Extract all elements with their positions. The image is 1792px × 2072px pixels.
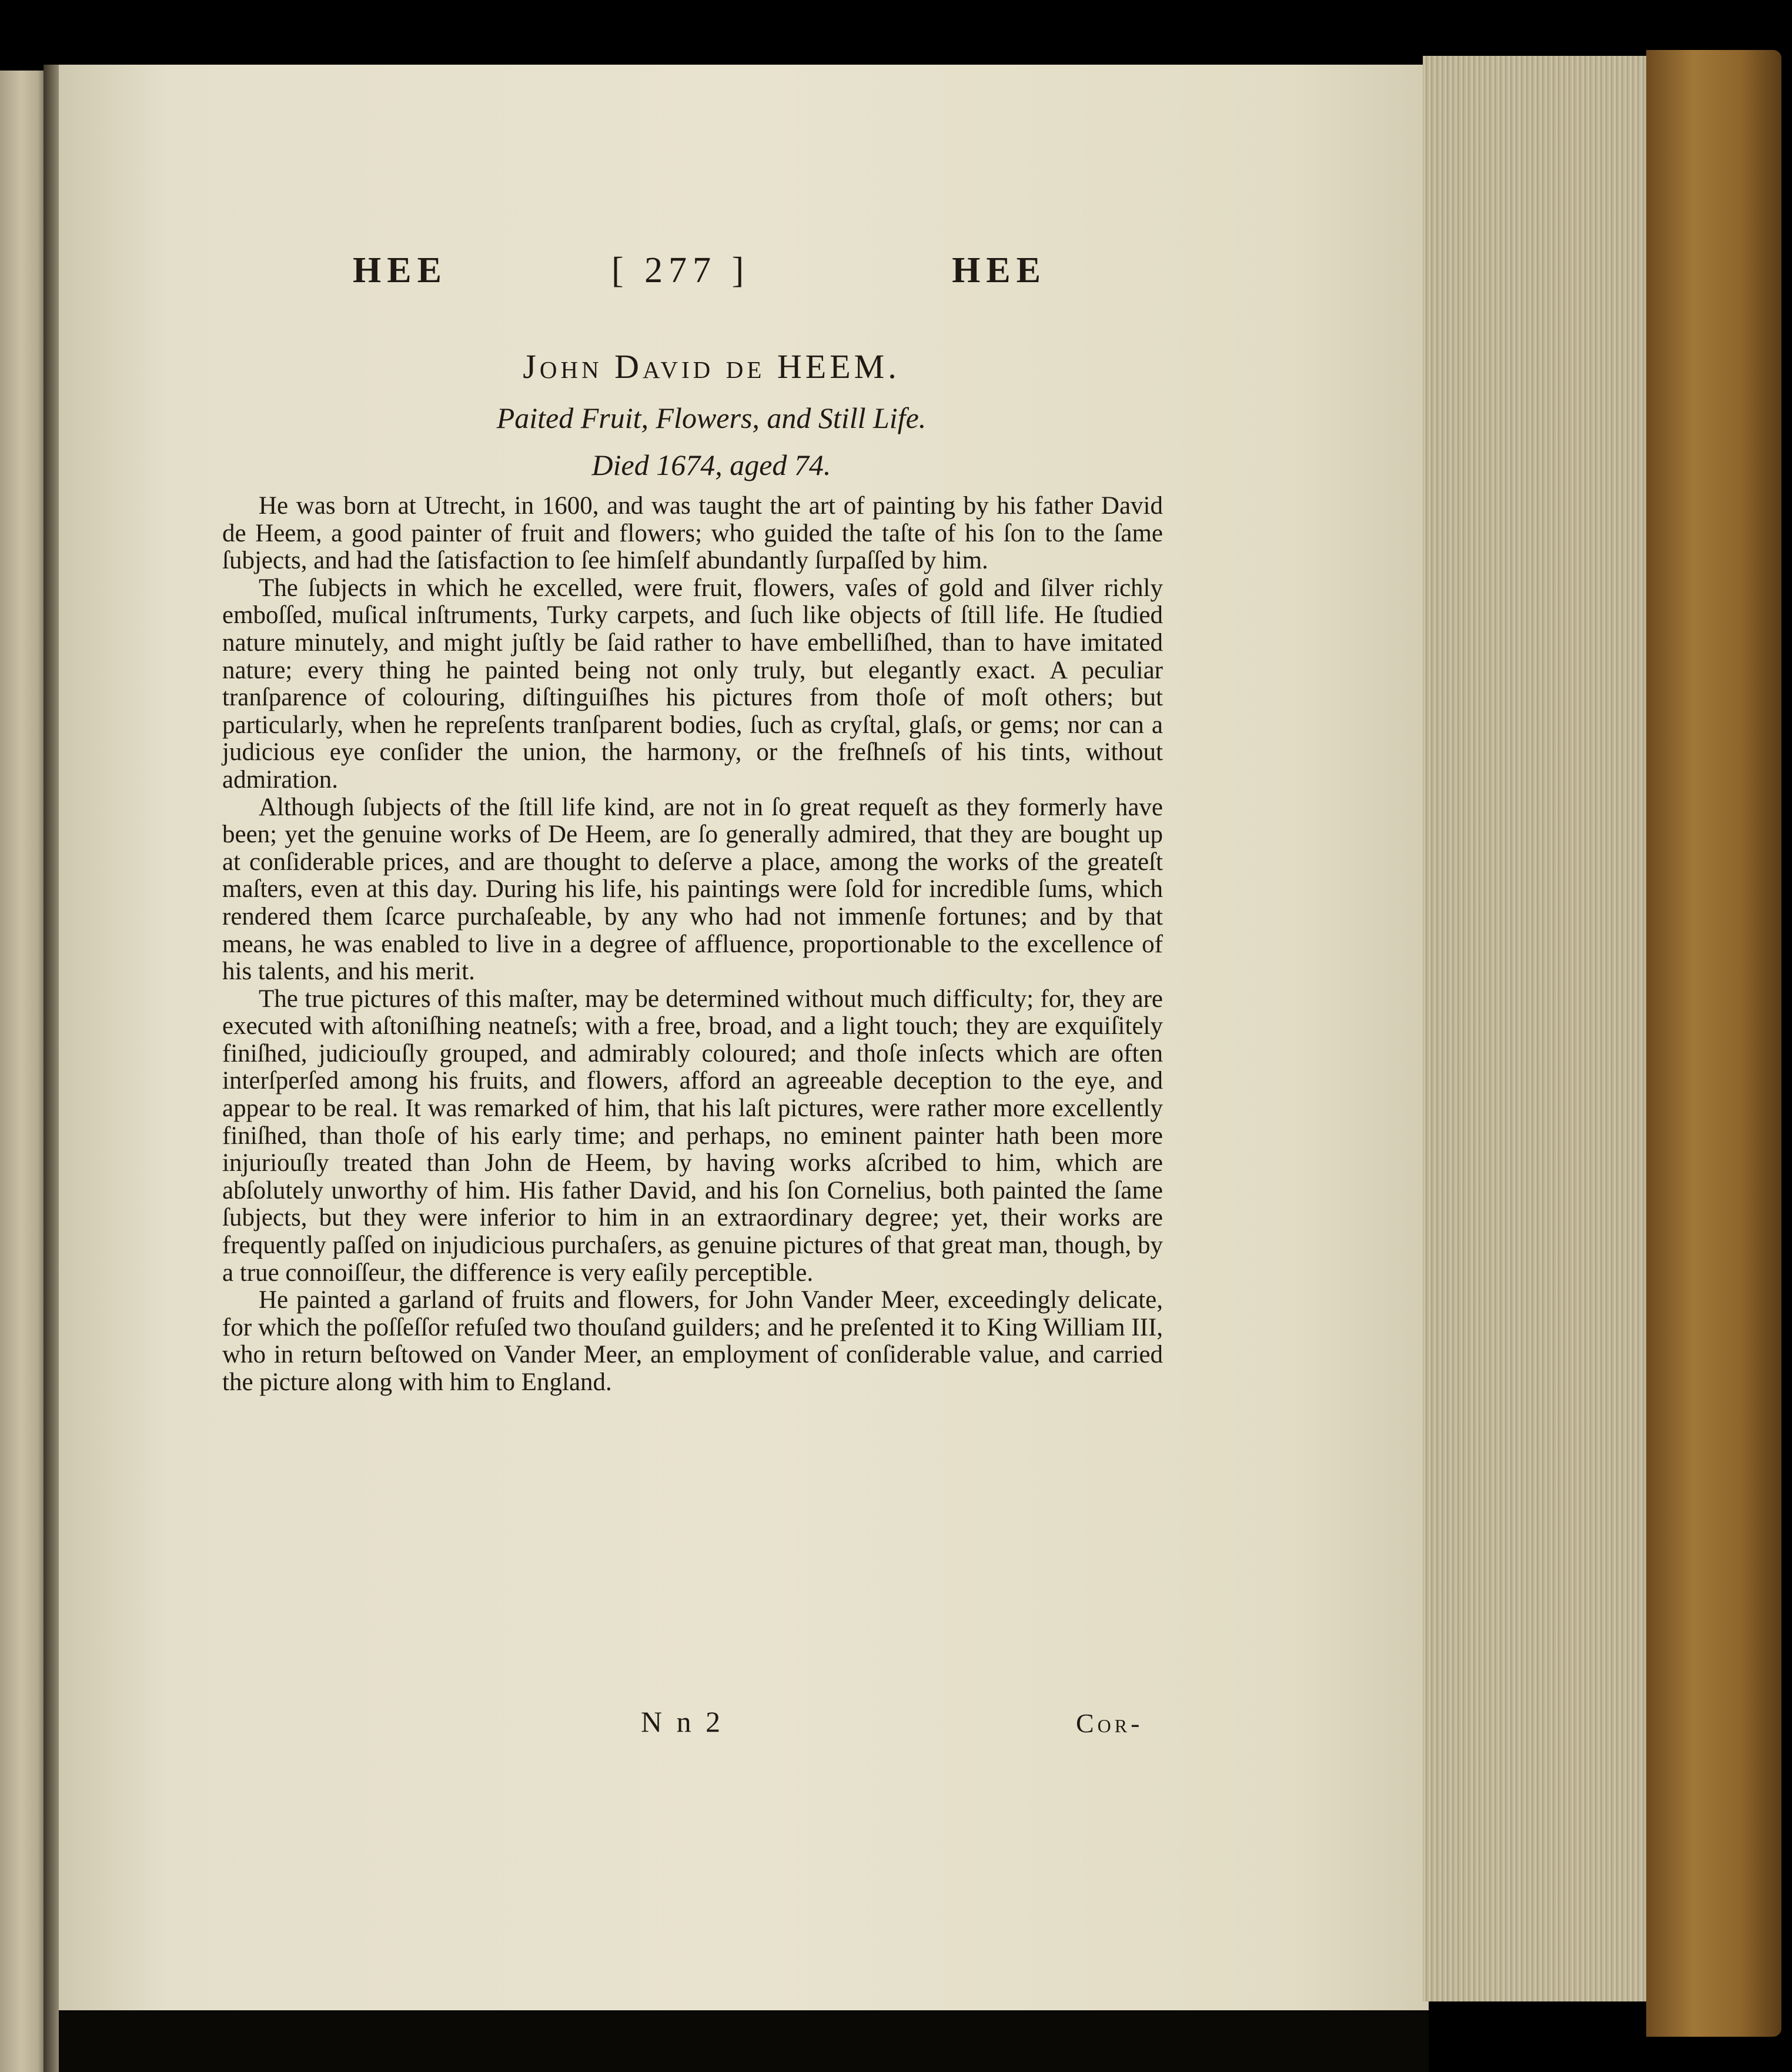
article-subtitle: Paited Fruit, Flowers, and Still Life. (496, 401, 927, 434)
signature-mark: N n 2 (641, 1705, 724, 1738)
running-head (353, 250, 1047, 297)
running-head-left: HEE (353, 250, 447, 290)
leather-cover (1646, 50, 1781, 2037)
paragraph: Although ſubjects of the ſtill life kind, are not in ſo great requeſt as they formerly have been; yet the genuine works of De Heem, are ſo generally admired, that they are bought up at conſiderable prices, and are thought to deſerve a place, among the works of the greateſt maſters, even at this day. During his life, his paintings were ſold for incredible ſums, which rendered them ſcarce purchaſeable, by any who had not immenſe fortunes; and by that means, he was enabled to live in a degree of affluence, proportionable to the excellence of his talents, and his merit. (222, 793, 1163, 986)
paragraph: The true pictures of this maſter, may be determined without much difficulty; for, they are executed with aſtoniſhing neatneſs; with a free, broad, and a light touch; they are exquiſitely finiſhed, judiciouſly grouped, and admirably coloured; and thoſe inſects which are often interſperſed among his fruits, and flowers, afford an agreeable deception to the eye, and appear to be real. It was remarked of him, that his laſt pictures, were rather more excellently finiſhed, than thoſe of his early time; and perhaps, no eminent painter hath been more injuriouſly treated than John de Heem, by having works aſcribed to him, which are abſolutely unworthy of him. His father David, and his ſon Cornelius, both painted the ſame ſubjects, but they were inferior to him in an extraordinary degree; yet, their works are frequently paſſed on injudicious purchaſers, as genuine pictures of that great man, though, by a true connoiſſeur, the difference is very eaſily perceptible. (222, 985, 1163, 1287)
running-head-right: HEE (952, 250, 1047, 290)
page-fore-edge (1423, 56, 1664, 2001)
article-title: John David de HEEM. (523, 347, 900, 386)
left-page-edge (0, 71, 47, 2072)
paragraph: The ſubjects in which he excelled, were fruit, flowers, vaſes of gold and ſilver richly emboſſed, muſical inſtruments, Turky carpets, and ſuch like objects of ſtill life. He ſtudied nature minutely, and might juſtly be ſaid rather to have embelliſhed, than to have imitated nature; every thing he painted being not only truly, but elegantly exact. A peculiar tranſparence of colouring, diſtinguiſhes his pictures from thoſe of moſt others; but particularly, when he repreſents tranſparent bodies, ſuch as cryſtal, glaſs, or gems; nor can a judicious eye conſider the union, the harmony, or the freſhneſs of his tints, without admiration. (222, 574, 1163, 794)
death-date-line: Died 1674, aged 74. (591, 448, 831, 481)
page-number: [ 277 ] (611, 250, 750, 290)
catchword: Cor- (1076, 1708, 1144, 1738)
paragraph: He painted a garland of fruits and flowers, for John Vander Meer, exceedingly delicate, for which the poſſeſſor refuſed two thouſand guilders; and he preſented it to King William III, who in return beſtowed on Vander Meer, an employment of conſiderable value, and carried the picture along with him to England. (222, 1286, 1164, 1396)
body-text (222, 493, 1163, 1397)
bottom-shadow (59, 2010, 1429, 2072)
paragraph: He was born at Utrecht, in 1600, and was taught the art of painting by his father David de Heem, a good painter of fruit and flowers; who guided the taſte of his ſon to the ſame ſubjects, and had the ſatisfaction to ſee himſelf abundantly ſurpaſſed by him. (222, 492, 1163, 575)
